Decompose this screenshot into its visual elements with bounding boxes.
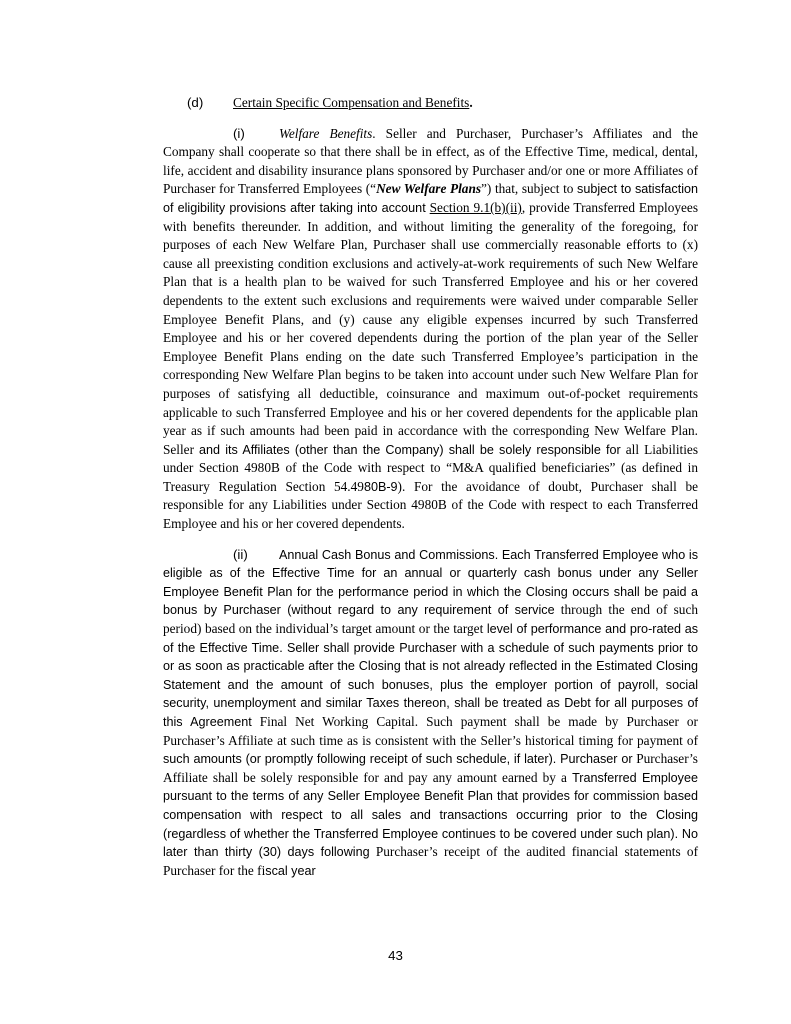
text-run-sans: Annual Cash Bonus and Commissions. Each Transferred Employee who is eligible as of the Effective Time for an annual or quarterly cash bonus under any Seller Employee Benefit Plan for the performance period in which the Closing occurs shall be paid a bonus by Purchaser (without regard to any requirement of service: [163, 547, 698, 618]
text-run: ). For the avoidance of doubt, Purchaser shall be responsible for any Liabilities under Section 4980B of the Code with respect to each Transferred Employee and his or her covered dependents.: [163, 478, 698, 532]
paragraph-number-i: (i): [233, 125, 245, 141]
text-run: through the end of such period) based on the individual’s target amount or the target: [163, 602, 698, 637]
paragraph-welfare-benefits: [163, 125, 698, 534]
text-run: all Liabilities under Section 4980B of the Code with respect to “M&A qualified beneficiaries” (as defined in Treasury Regulation Section 54.49: [163, 441, 698, 494]
text-run-sans: subject to satisfaction of eligibility provisions after taking into account: [163, 182, 699, 215]
text-run: , provide Transferred Employees with benefits thereunder. In addition, and without limiting the generality of the foregoing, for purposes of each New Welfare Plan, Purchaser shall use commercially reasonable efforts to (x) cause all preexisting condition exclusions and actively-at-work requirements of such New Welfare Plan that is a health plan to be waived for such Transferred Employee and his or her covered dependents to the extent such exclusions and requirements were waived under comparable Seller Employee Benefit Plans, and (y) cause any eligible expenses incurred by such Transferred Employee and his or her covered dependents during the portion of the plan year of the Seller Employee Benefit Plans ending on the date such Transferred Employee’s participation in the corresponding New Welfare Plan begins to be taken into account under such New Welfare Plan for purposes of satisfying all deductible, coinsurance and maximum out-of-pocket requirements applicable to such Transferred Employee and his or her covered dependents for the applicable plan year as if such amounts had been paid in accordance with the corresponding New Welfare Plan. Seller: [163, 199, 699, 457]
page-number: 43: [388, 948, 403, 963]
text-run: . Seller and Purchaser, Purchaser’s Affiliates and the Company shall cooperate so that there shall be in effect, as of the Effective Time, medical, dental, life, accident and disability insurance plans sponsored by Purchaser and/or one or more Affiliates of Purchaser for Transferred Employees (“: [163, 125, 698, 197]
text-run: ”) that, subject to: [481, 181, 578, 197]
paragraph-annual-cash-bonus: [163, 546, 698, 881]
text-run-sans: such amounts (or promptly following receipt of such schedule, if later). Purchaser or: [163, 752, 633, 767]
text-run: Purchaser’s receipt of the audited financial statements of Purchaser for the fi: [163, 844, 698, 878]
section-title: Certain Specific Compensation and Benefits: [233, 95, 470, 110]
text-run-sans: Transferred Employee pursuant to the terms of any Seller Employee Benefit Plan that provides for commission based compensation with respect to all sales and transactions occurring prior to the Closing (regardless of whether the Transferred Employee continues to be covered under such plan). No later than thirty (30) days following: [163, 770, 698, 860]
text-run-sans: 80B-9: [363, 479, 398, 494]
cross-reference-link[interactable]: Section 9.1(b)(ii): [429, 199, 522, 215]
text-run: Purchaser’s Affiliate shall be solely responsible for and pay any amount earned by a: [163, 751, 698, 785]
document-body: [163, 94, 698, 892]
text-run-sans: scal year: [265, 863, 316, 878]
text-run-sans: and its Affiliates (other than the Company) shall be solely responsible for: [199, 442, 621, 457]
text-run-sans: level of performance and pro-rated as of the Effective Time. Seller shall provide Purchaser with a schedule of such payments prior to or as soon as practicable after the Closing that is not already reflected in the Estimated Closing Statement and the amount of such bonuses, plus the employer portion of payroll, social security, unemployment and similar Taxes thereon, shall be treated as Debt for all purposes of this Agreement: [163, 622, 698, 729]
paragraph-heading-welfare-benefits: Welfare Benefits: [279, 125, 373, 141]
paragraph-number-ii: (ii): [233, 546, 248, 562]
text-run: Final Net Working Capital. Such payment shall be made by Purchaser or Purchaser’s Affiliate at such time as is consistent with the Seller’s historical timing for payment of: [163, 714, 698, 748]
section-title-period: .: [469, 95, 473, 110]
section-number: (d): [187, 95, 204, 110]
defined-term-new-welfare-plans: New Welfare Plans: [376, 181, 482, 197]
section-heading: [163, 94, 698, 113]
